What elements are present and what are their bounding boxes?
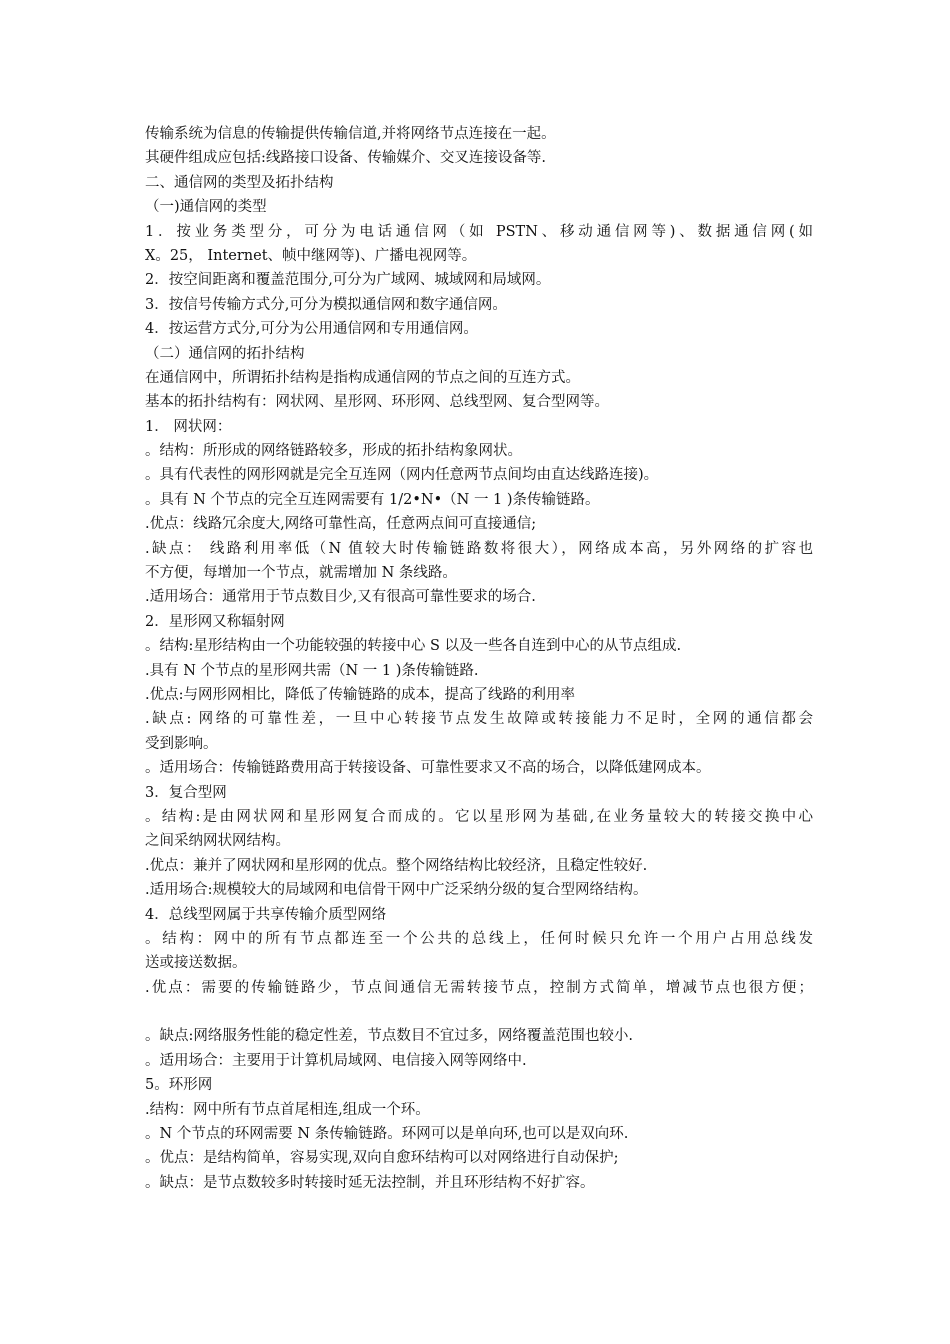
paragraph-line: 。具有 N 个节点的完全互连网需要有 1/2•N•（N 一 1 )条传输链路。 xyxy=(145,491,600,508)
paragraph-line: 。N 个节点的环网需要 N 条传输链路。环网可以是单向环,也可以是双向环. xyxy=(145,1126,629,1143)
paragraph-line: 4．按运营方式分,可分为公用通信网和专用通信网。 xyxy=(145,321,478,338)
item-heading: 4．总线型网属于共享传输介质型网络 xyxy=(145,906,387,923)
document-body xyxy=(145,122,813,1195)
paragraph-line: 。缺点:网络服务性能的稳定性差，节点数目不宜过多，网络覆盖范围也较小. xyxy=(145,1028,633,1045)
paragraph-line: 。适用场合：主要用于计算机局域网、电信接入网等网络中. xyxy=(145,1052,527,1069)
paragraph-line: .缺点: 网络的可靠性差，一旦中心转接节点发生故障或转接能力不足时，全网的通信都会 xyxy=(145,711,813,728)
paragraph-line: 不方便，每增加一个节点，就需增加 N 条线路。 xyxy=(145,565,457,582)
paragraph-line: 传输系统为信息的传输提供传输信道,并将网络节点连接在一起。 xyxy=(145,126,556,142)
paragraph-line: 基本的拓扑结构有：网状网、星形网、环形网、总线型网、复合型网等。 xyxy=(145,394,609,411)
paragraph-line: X。25， Internet、帧中继网等)、广播电视网等。 xyxy=(145,247,477,264)
item-heading: 3．复合型网 xyxy=(145,784,227,801)
paragraph-line: 。结构：网中的所有节点都连至一个公共的总线上，任何时候只允许一个用户占用总线发 xyxy=(145,930,813,947)
paragraph-line: 其硬件组成应包括:线路接口设备、传输媒介、交叉连接设备等. xyxy=(145,150,546,167)
blank-line xyxy=(145,1000,813,1024)
paragraph-line: .缺点： 线路利用率低（N 值较大时传输链路数将很大），网络成本高，另外网络的扩容也 xyxy=(145,540,813,557)
paragraph-line: 。具有代表性的网形网就是完全互连网（网内任意两节点间均由直达线路连接)。 xyxy=(145,467,659,484)
paragraph-line: .适用场合:规模较大的局域网和电信骨干网中广泛采纳分级的复合型网络结构。 xyxy=(145,882,648,899)
paragraph-line: 。优点：是结构简单，容易实现,双向自愈环结构可以对网络进行自动保护; xyxy=(145,1150,619,1167)
paragraph-line: 在通信网中，所谓拓扑结构是指构成通信网的节点之间的互连方式。 xyxy=(145,369,580,386)
paragraph-line: .优点：兼并了网状网和星形网的优点。整个网络结构比较经济，且稳定性较好. xyxy=(145,857,648,874)
paragraph-line: 受到影响。 xyxy=(145,735,218,752)
paragraph-line: .优点：线路冗余度大,网络可靠性高，任意两点间可直接通信; xyxy=(145,516,537,533)
section-heading: 二、通信网的类型及拓扑结构 xyxy=(145,174,334,191)
paragraph-line: 。结构:星形结构由一个功能较强的转接中心 S 以及一些各自连到中心的从节点组成. xyxy=(145,638,682,655)
paragraph-line: 之间采纳网状网结构。 xyxy=(145,833,290,850)
paragraph-line: .优点：需要的传输链路少，节点间通信无需转接节点，控制方式简单，增减节点也很方便； xyxy=(145,979,813,996)
paragraph-line: 。缺点：是节点数较多时转接时延无法控制，并且环形结构不好扩容。 xyxy=(145,1174,595,1191)
paragraph-line: 。结构：所形成的网络链路较多，形成的拓扑结构象网状。 xyxy=(145,443,522,460)
paragraph-line: .具有 N 个节点的星形网共需（N 一 1 )条传输链路. xyxy=(145,662,479,679)
paragraph-line: .结构：网中所有节点首尾相连,组成一个环。 xyxy=(145,1101,430,1118)
paragraph-line: 送或接送数据。 xyxy=(145,955,247,972)
paragraph-line: .优点:与网形网相比，降低了传输链路的成本，提高了线路的利用率 xyxy=(145,686,575,703)
item-heading: 5。环形网 xyxy=(145,1077,213,1094)
paragraph-line: 。结构:是由网状网和星形网复合而成的。它以星形网为基础,在业务量较大的转接交换中心 xyxy=(145,808,813,825)
item-heading: 2．星形网又称辐射网 xyxy=(145,613,285,630)
paragraph-line: 。适用场合：传输链路费用高于转接设备、可靠性要求又不高的场合，以降低建网成本。 xyxy=(145,760,711,777)
subsection-heading: （二）通信网的拓扑结构 xyxy=(145,345,305,362)
paragraph-line: .适用场合：通常用于节点数目少,又有很高可靠性要求的场合. xyxy=(145,589,536,606)
subsection-heading: （一)通信网的类型 xyxy=(145,199,267,216)
paragraph-line: 3．按信号传输方式分,可分为模拟通信网和数字通信网。 xyxy=(145,296,507,313)
item-heading: 1． 网状网： xyxy=(145,418,232,435)
paragraph-line: 2．按空间距离和覆盖范围分,可分为广域网、城域网和局域网。 xyxy=(145,272,551,289)
paragraph-line: 1．按业务类型分，可分为电话通信网（如 PSTN、移动通信网等)、数据通信网(如 xyxy=(145,223,813,240)
